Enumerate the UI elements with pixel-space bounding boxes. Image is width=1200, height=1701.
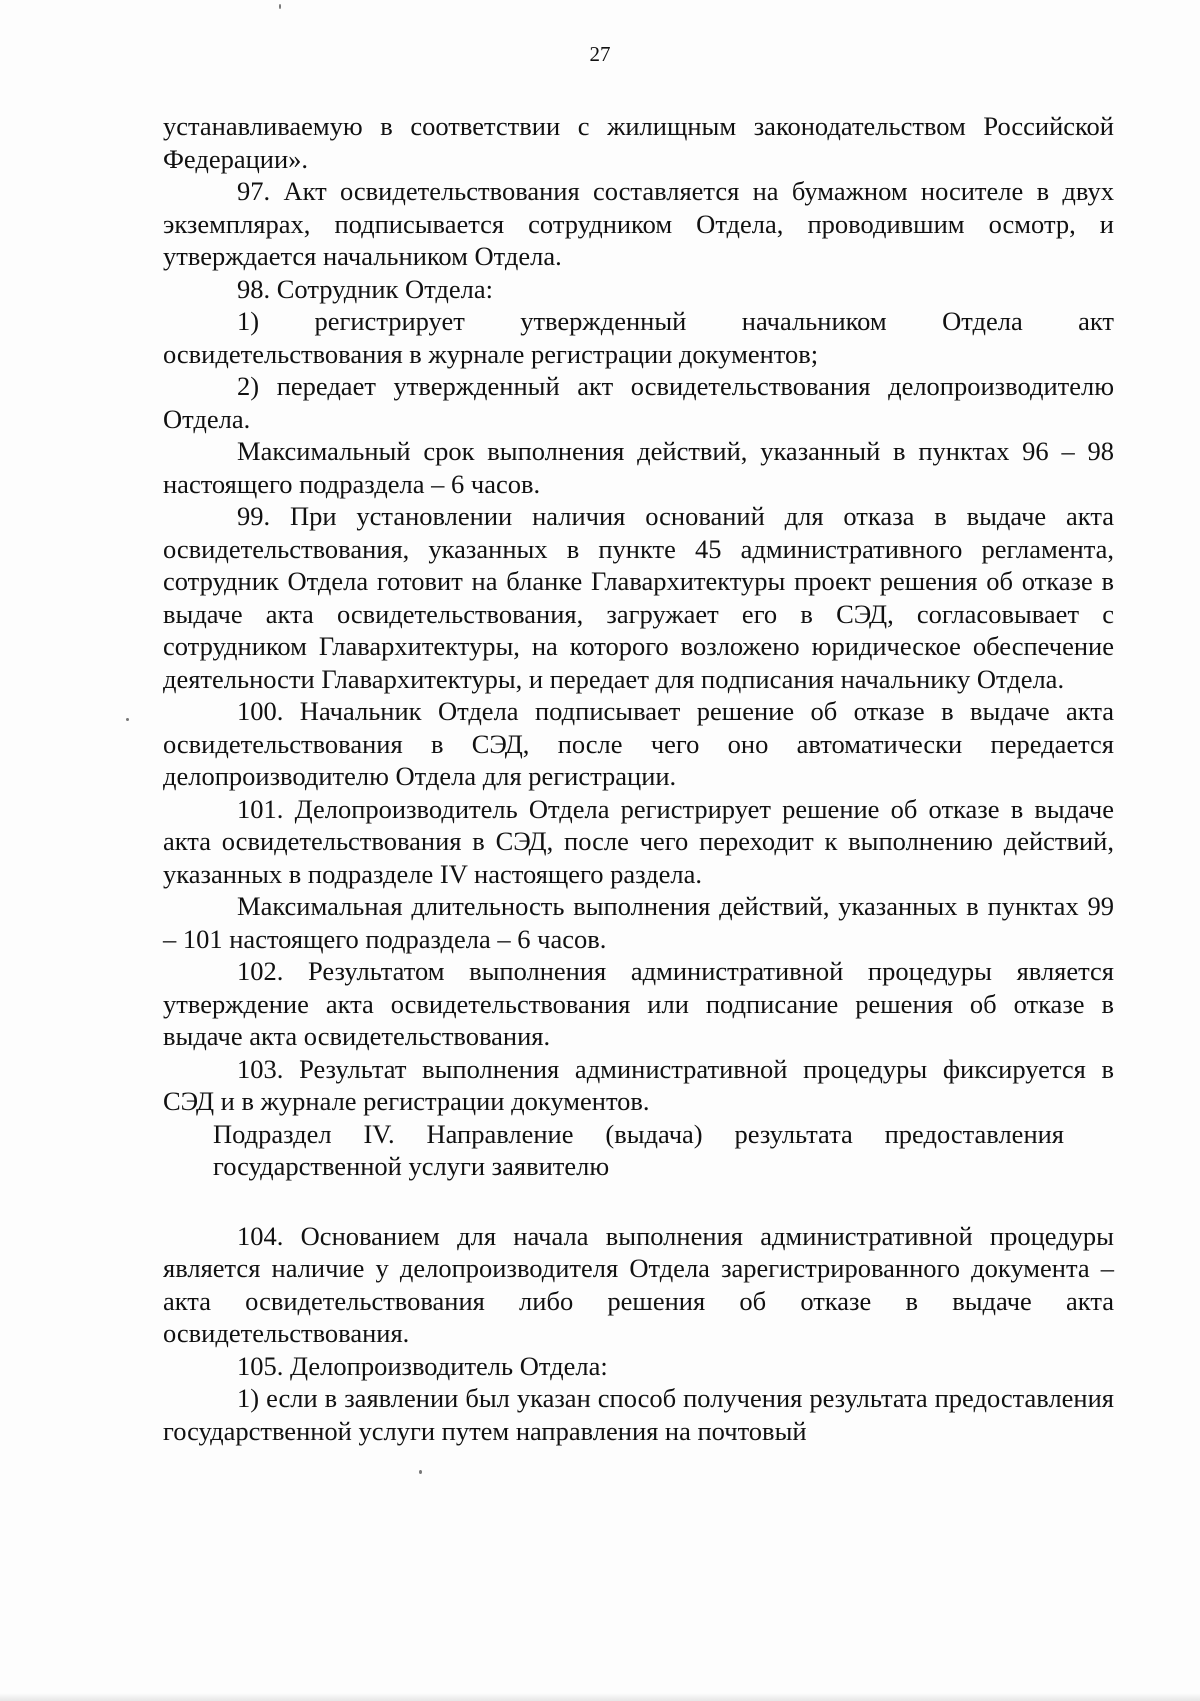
paragraph-p105-1: 1) если в заявлении был указан способ получения результата предоставления государственной услуги путем направления на почтовый (163, 1383, 1114, 1446)
paragraph-p100: 100. Начальник Отдела подписывает решение об отказе в выдаче акта освидетельствования в СЭД, после чего оно автоматически передается делопроизводителю Отдела для регистрации. (163, 696, 1114, 791)
paragraph-p105: 105. Делопроизводитель Отдела: (237, 1350, 608, 1381)
paragraph-p104: 104. Основанием для начала выполнения административной процедуры является наличие у делопроизводителя Отдела зарегистрированного документа – акта освидетельствования либо решения об отказе в выдаче акта освидетельствования. (163, 1220, 1114, 1348)
page-number: 27 (589, 42, 611, 66)
paragraph-p98: 98. Сотрудник Отдела: (237, 273, 494, 304)
scan-bottom-edge (0, 1693, 1200, 1701)
scan-artifact-speck (419, 1470, 422, 1474)
paragraph-p102: 102. Результатом выполнения административной процедуры является утверждение акта освидетельствования или подписание решения об отказе в выдаче акта освидетельствования. (163, 956, 1114, 1051)
scan-artifact-speck (126, 718, 129, 721)
paragraph-p-cont: устанавливаемую в соответствии с жилищным законодательством Российской Федерации». (163, 111, 1114, 174)
scan-artifact-speck (279, 4, 281, 9)
paragraph-p98-max: Максимальный срок выполнения действий, указанный в пунктах 96 – 98 настоящего подраздела – 6 часов. (163, 436, 1114, 499)
document-body (163, 110, 1114, 1447)
paragraph-p101: 101. Делопроизводитель Отдела регистрирует решение об отказе в выдаче акта освидетельствования в СЭД, после чего переходит к выполнению действий, указанных в подразделе IV настоящего раздела. (163, 793, 1114, 889)
paragraph-group-issuance (163, 1220, 1114, 1448)
subsection-heading: Подраздел IV. Направление (выдача) результата предоставления государственной услуги заявителю (213, 1118, 1064, 1181)
paragraph-p103: 103. Результат выполнения административной процедуры фиксируется в СЭД и в журнале регистрации документов. (163, 1053, 1114, 1116)
paragraph-p99: 99. При установлении наличия оснований для отказа в выдаче акта освидетельствования, указанных в пункте 45 административного регламента, сотрудник Отдела готовит на бланке Главархитектуры проект решения об отказе в выдаче акта освидетельствования, загружает его в СЭД, согласовывает с сотрудником Главархитектуры, на которого возложено юридическое обеспечение деятельности Главархитектуры, и передает для подписания начальнику Отдела. (163, 501, 1114, 694)
paragraph-p97: 97. Акт освидетельствования составляется на бумажном носителе в двух экземплярах, подписывается сотрудником Отдела, проводившим осмотр, и утверждается начальником Отдела. (163, 176, 1114, 271)
paragraph-p98-2: 2) передает утвержденный акт освидетельствования делопроизводителю Отдела. (163, 371, 1114, 434)
paragraph-p101-max: Максимальная длительность выполнения действий, указанных в пунктах 99 – 101 настоящего подраздела – 6 часов. (163, 891, 1114, 954)
paragraph-group-procedure (163, 110, 1114, 1118)
paragraph-p98-1: 1) регистрирует утвержденный начальником Отдела акт освидетельствования в журнале регистрации документов; (163, 306, 1114, 369)
